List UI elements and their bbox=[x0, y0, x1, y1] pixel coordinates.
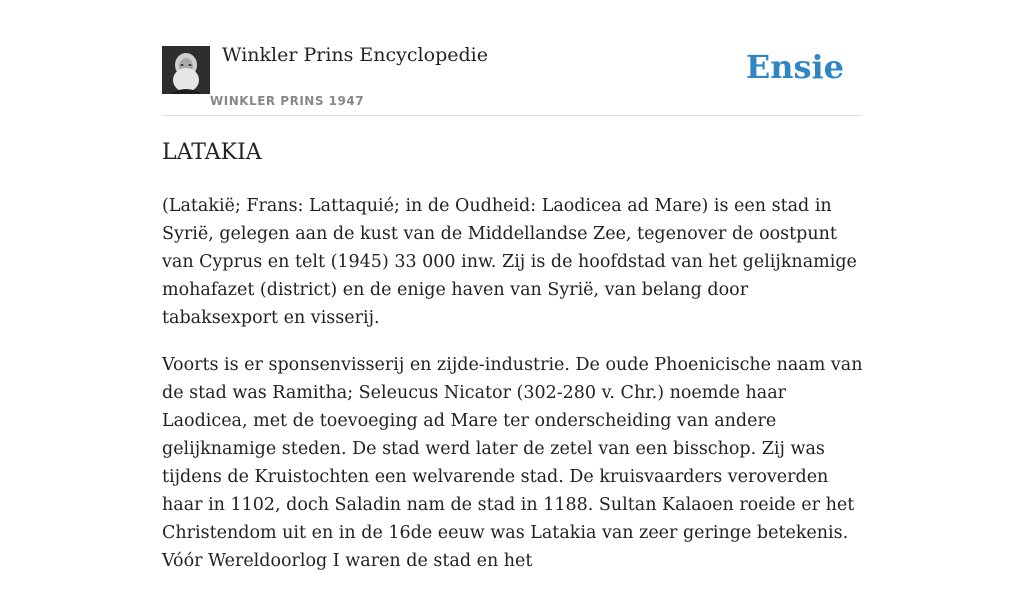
article-paragraph: (Latakië; Frans: Lattaquié; in de Oudheid: Laodicea ad Mare) is een stad in Syrië, gelegen aan de kust van de Middellandse Zee, tegenover de oostpunt van Cyprus en telt (1945) 33 000 inw. Zij is de hoofdstad van het gelijknamige mohafazet (district) en de enige haven van Syrië, van belang door tabaksexport en visserij. bbox=[162, 196, 857, 328]
portrait-image bbox=[162, 46, 210, 94]
site-title[interactable]: Winkler Prins Encyclopedie bbox=[222, 44, 488, 66]
article-paragraph: Voorts is er sponsenvisserij en zijde-industrie. De oude Phoenicische naam van de stad was Ramitha; Seleucus Nicator (302-280 v. Chr.) noemde haar Laodicea, met de toevoeging ad Mare ter onderscheiding van andere gelijknamige steden. De stad werd later de zetel van een bisschop. Zij was tijdens de Kruistochten een welvarende stad. De kruisvaarders veroverden haar in 1102, doch Saladin nam de stad in 1188. Sultan Kalaoen roeide er het Christendom uit en in de 16de eeuw was Latakia van zeer geringe betekenis. Vóór Wereldoorlog I waren de stad en het bbox=[162, 355, 863, 571]
site-header bbox=[162, 42, 862, 116]
edition-label[interactable]: WINKLER PRINS 1947 bbox=[210, 94, 365, 108]
article-body bbox=[162, 192, 867, 594]
brand-logo[interactable]: Ensie bbox=[745, 48, 844, 86]
author-avatar[interactable] bbox=[162, 46, 210, 94]
article-title: LATAKIA bbox=[162, 140, 262, 165]
